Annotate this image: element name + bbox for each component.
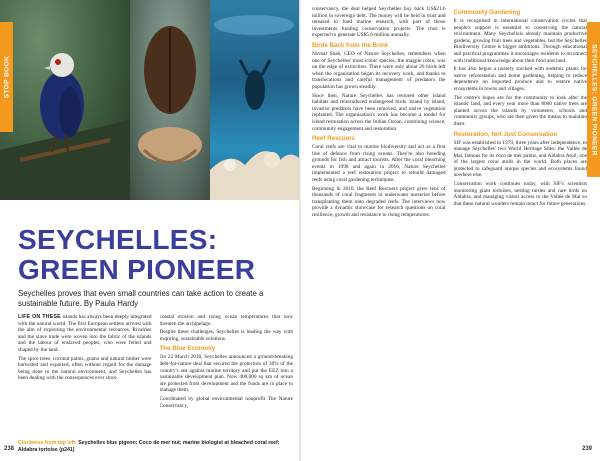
subheading: The Blue Economy	[159, 345, 216, 353]
body-paragraph: Nirmal Shah, CEO of Nature Seychelles, remembers when one of Seychelles' most iconic species, the magpie robin, was on the edge of extinction. There were only about 20 birds left when the organisation began its recovery work, and thanks to translocations and careful management of predators the population has grown steadily.	[312, 50, 446, 90]
article-standfirst: Seychelles proves that even small countries can take action to create a sustainable future. By Paula Hardy	[18, 289, 264, 308]
body-paragraph: Despite these challenges, Seychelles is leading the way with inspiring, sustainable solutions.	[159, 329, 293, 342]
section-tab-left	[0, 22, 13, 132]
body-paragraph: Coral reefs are vital to marine biodiversity and act as a first line of defence from rising oceans. They're also breeding grounds for fish and attract tourists. After the coral bleaching events in 1998 and again in 2016, Nature Seychelles implemented a reef restoration project to rebuild damaged reefs using coral gardening techniques.	[312, 144, 446, 184]
coco-de-mer-photo	[130, 0, 210, 200]
section-tab-right	[587, 22, 600, 177]
body-paragraph: The centre's hopes are for the community to look after the islands' land, and every year more than 8000 native trees are planted across the islands by volunteers, schools and community groups, who are then given the means to maintain them.	[453, 94, 587, 127]
subheading: Restoration, Not Just Conservation	[453, 130, 558, 138]
body-paragraph: On 22 March 2018, Seychelles announced a ground-breaking debt-for-nature deal that secured the protection of 30% of the country's sea against marine territory and put the EEZ into a sustainable development plan. Now 400,000 sq km of ocean are protected from development and the funds are in place to manage them.	[159, 354, 293, 394]
right-page-body	[312, 6, 587, 444]
body-column	[18, 314, 152, 438]
subheading: Reef Rescuers	[312, 135, 355, 143]
subheading: Birds Back from the Brink	[312, 41, 389, 49]
body-paragraph: SIF was established in 1979, three years after independence, to manage Seychelles' two World Heritage Sites: the Vallée de Mai, famous for its coco de mer palms, and Aldabra Atoll, one of the largest coral atolls in the world. Both places are protected to safeguard unique species and ecosystems found nowhere else.	[453, 139, 587, 179]
photo-caption	[18, 440, 293, 453]
headline-line-1: SEYCHELLES:	[18, 224, 218, 255]
body-paragraph: It is recognised in international conservation circles that people's support is essential to conserving the natural environment. Many Seychellois already maintain productive gardens, growing fruit trees and vegetables, but the Seychelles Biodiversity Centre is bigger ambitions. Through educational and practical programmes it encourages residents to reconnect with traditional knowledge about their food and land.	[453, 18, 587, 64]
body-paragraph: Conservation work continues today, with SIF's scientists monitoring giant tortoises, nesting turtles and rare birds on Aldabra, and managing visitor access to the Vallée de Mai so that these natural wonders remain intact for future generations.	[453, 181, 587, 207]
body-paragraph: conservancy, the deal helped Seychelles buy back US$21.6 million in sovereign debt. The money will be held in trust and released to fund marine research, with part of those investments funding conservation projects. The trust is expected to generate US$5.6 million annually.	[312, 6, 446, 39]
left-page-body	[18, 314, 293, 438]
body-column	[454, 6, 588, 444]
coral-reef-photo	[210, 0, 299, 200]
body-paragraph: Coordinated by global environmental nonprofit The Nature Conservancy,	[159, 395, 293, 409]
blue-pigeon-photo	[0, 0, 130, 200]
article-headline	[18, 225, 293, 285]
caption-lead: Clockwise from top left:	[18, 440, 77, 446]
subheading: Community Gardening	[453, 9, 521, 16]
page-number-right: 239	[581, 446, 592, 452]
body-column	[312, 6, 446, 444]
body-paragraph: The spice trees, coconut palms, guano and natural timber were harvested and exported, often without regard for the damage being done to the natural environment, and Seychelles has been dealing with the consequences ever since.	[18, 355, 152, 382]
page-number-left: 238	[4, 446, 15, 452]
spine-gutter	[299, 0, 301, 461]
body-paragraph: It has also begun a nursery stocked with endemic plants for native reforestation and home gardening, helping to reduce dependence on imported produce and to restore native ecosystems in towns and villages.	[453, 66, 587, 92]
caption-text: Seychelles blue pigeon; Coco de mer nut; marine biologist at bleached coral reef; Aldabra tortoise (p241)	[18, 440, 280, 453]
body-paragraph: coastal erosion and rising ocean temperatures that now threaten the archipelago.	[159, 314, 293, 327]
headline-line-2: GREEN PIONEER	[18, 254, 256, 285]
section-tab-left-label: STOP BOOK	[3, 55, 10, 99]
body-paragraph: LIFE ON THESE islands has always been deeply integrated with the natural world. The first European settlers arrived with the aim of exploiting the environmental resources. Rivalries and the slave trade were woven into the fabric of the islands and the labour of enslaved peoples, who were felled and shaped by the land.	[18, 314, 152, 353]
body-paragraph: Beginning in 2010, the Reef Rescuers project grew tens of thousands of coral fragments in underwater nurseries before transplanting them onto degraded reefs. The interviews now provide a dynamic showcase for research questions on coral resilience, growth and resistance to rising temperatures.	[312, 185, 446, 219]
body-paragraph: Since then, Nature Seychelles has restored other island habitats and reintroduced endangered birds. Island by island, invasive predators have been removed, and native vegetation replanted. The organisation's work has become a model for island restoration across the Indian Ocean, combining science, community engagement and restoration.	[312, 92, 446, 132]
section-tab-right-label: SEYCHELLES: GREEN PIONEER	[590, 43, 597, 156]
lead-in: LIFE ON THESE	[18, 314, 61, 320]
body-column	[160, 314, 294, 438]
